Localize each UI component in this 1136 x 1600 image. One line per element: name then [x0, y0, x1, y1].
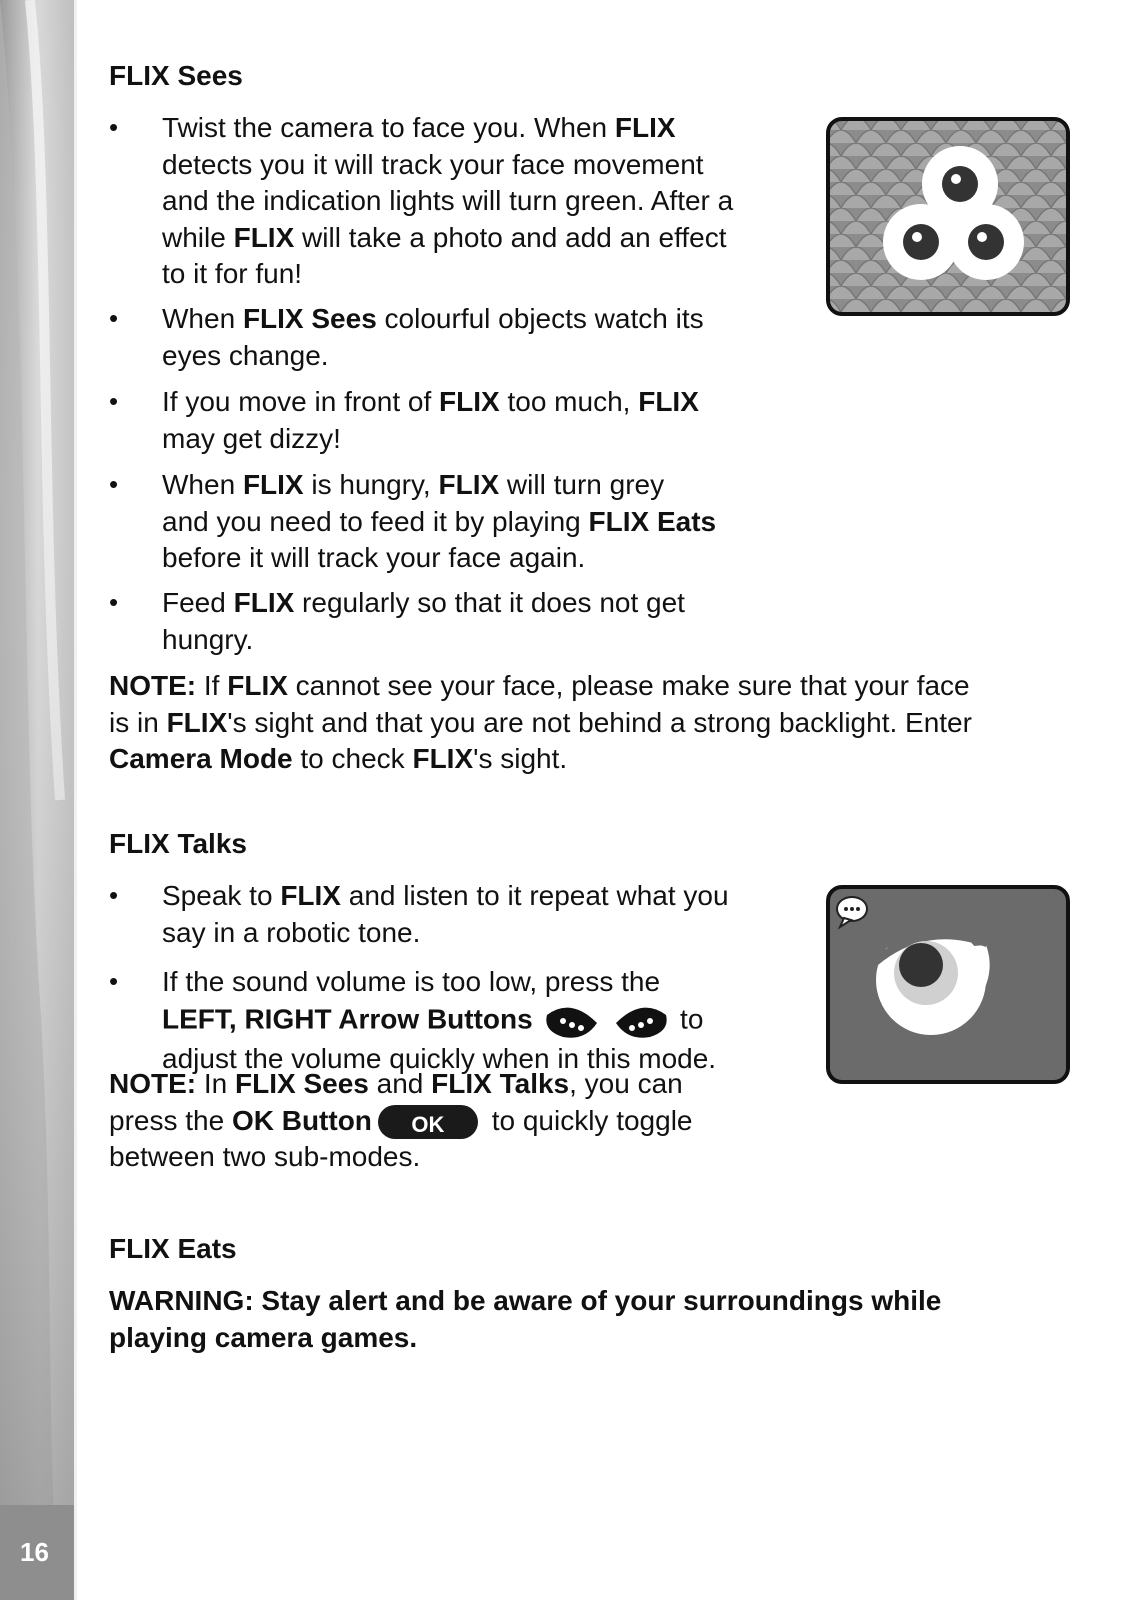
- talks-bullet-1: Speak to FLIX and listen to it repeat what you say in a robotic tone.: [162, 880, 729, 948]
- bullet: •: [109, 966, 119, 996]
- section-heading-flix-talks: FLIX Talks: [109, 828, 247, 859]
- talks-bullet-2: If the sound volume is too low, press the LEFT, RIGHT Arrow Buttons to adjust the volume quickly when in this mode.: [162, 966, 717, 1074]
- page-side-decoration: [0, 0, 80, 1600]
- talks-note: NOTE: In FLIX Sees and FLIX Talks, you can press the OK Button OK to quickly toggle between two sub-modes.: [109, 1068, 693, 1173]
- sees-note: NOTE: If FLIX cannot see your face, please make sure that your face is in FLIX's sight and that you are not behind a strong backlight. Enter Camera Mode to check FLIX's sight.: [109, 670, 972, 774]
- bullet: •: [109, 469, 119, 499]
- bullet: •: [109, 386, 119, 416]
- eats-warning: WARNING: Stay alert and be aware of your surroundings while playing camera games.: [109, 1285, 942, 1353]
- page-number: 16: [20, 1537, 49, 1567]
- flix-sees-screen-icon: [826, 117, 1070, 316]
- ok-button-icon: OK: [378, 1105, 478, 1139]
- flix-talks-screen-icon: [826, 885, 1070, 1084]
- section-heading-flix-eats: FLIX Eats: [109, 1233, 237, 1264]
- bullet: •: [109, 587, 119, 617]
- sees-bullet-3: If you move in front of FLIX too much, FLIX may get dizzy!: [162, 386, 699, 454]
- bullet: •: [109, 880, 119, 910]
- bullet: •: [109, 303, 119, 333]
- right-arrow-button-icon: [610, 1001, 672, 1041]
- sees-bullet-2: When FLIX Sees colourful objects watch its eyes change.: [162, 303, 704, 371]
- sees-bullet-1: Twist the camera to face you. When FLIX detects you it will track your face movement and the indication lights will turn green. After a while FLIX will take a photo and add an effect to it for fun!: [162, 112, 734, 289]
- sees-bullet-5: Feed FLIX regularly so that it does not get hungry.: [162, 587, 685, 655]
- sees-bullet-4: When FLIX is hungry, FLIX will turn grey and you need to feed it by playing FLIX Eats before it will track your face again.: [162, 469, 717, 573]
- bullet: •: [109, 112, 119, 142]
- section-heading-flix-sees: FLIX Sees: [109, 60, 243, 91]
- left-arrow-button-icon: [541, 1001, 603, 1041]
